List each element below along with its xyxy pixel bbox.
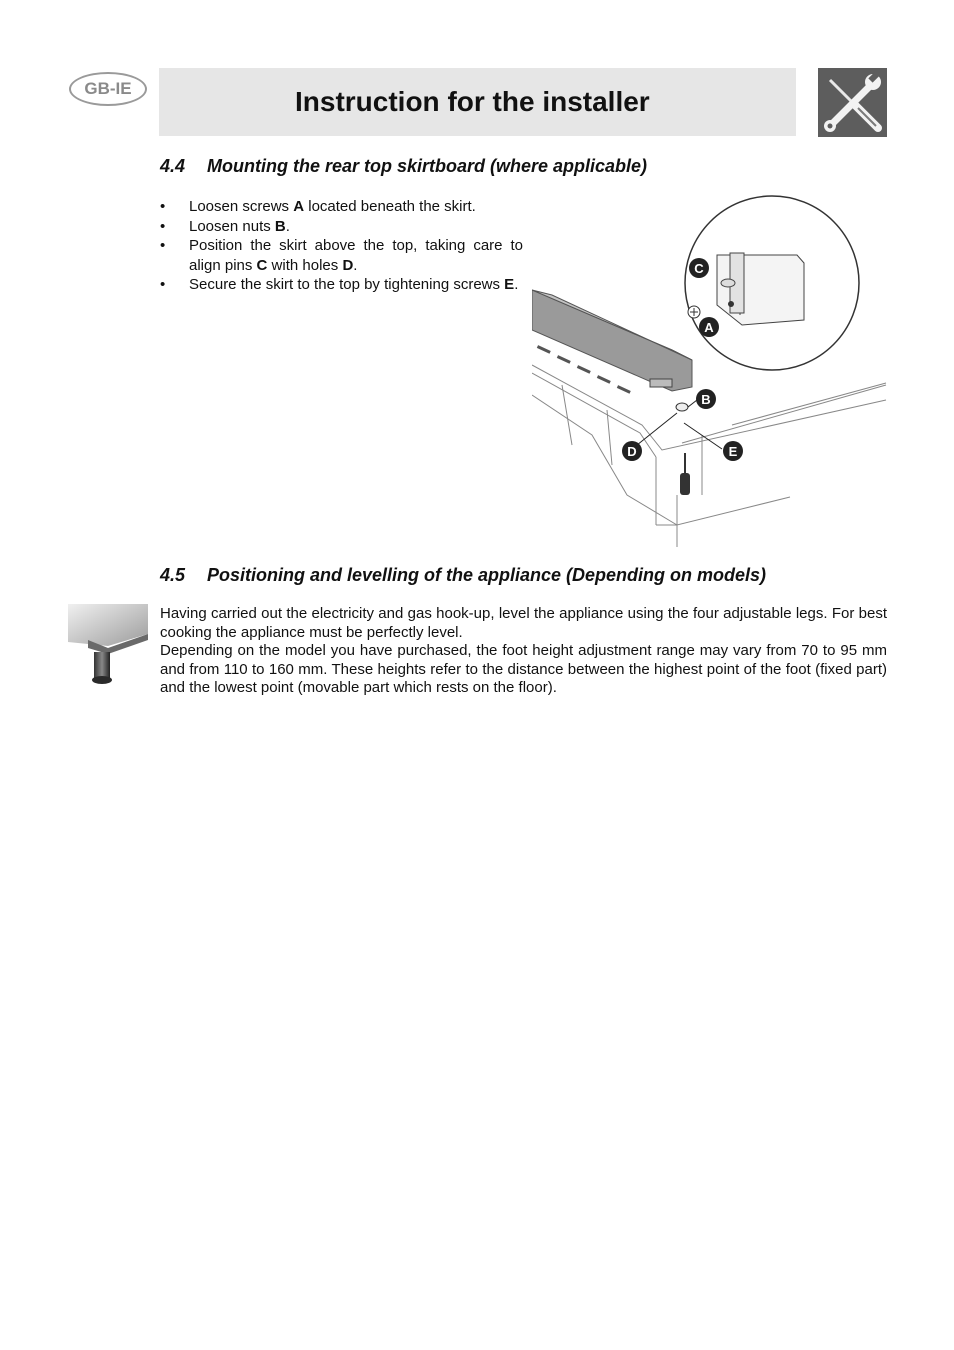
instruction-list [160, 197, 523, 295]
adjustable-leg-image [68, 604, 148, 686]
skirtboard-diagram [532, 195, 888, 547]
section-number: 4.5 [160, 565, 186, 585]
section-4-5-heading [160, 565, 766, 586]
figure-label-a: A [704, 320, 714, 335]
levelling-paragraph [160, 605, 887, 698]
tools-icon [818, 68, 887, 137]
list-item: • Secure the skirt to the top by tightening screws E. [160, 275, 523, 295]
figure-label-b: B [701, 392, 711, 407]
section-title: Mounting the rear top skirtboard (where applicable) [207, 156, 648, 176]
paragraph-2: Depending on the model you have purchased, the foot height adjustment range may vary from 70 to 95 mm and from 110 to 160 mm. These heights refer to the distance between the highest point of the foot (fixed part) and the lowest point (movable part which rests on the floor). [160, 642, 887, 697]
list-item: • Loosen nuts B. [160, 217, 523, 237]
language-badge: GB-IE [69, 72, 147, 106]
figure-label-e: E [728, 444, 738, 459]
section-number: 4.4 [160, 156, 186, 176]
list-item: • Position the skirt above the top, taking care to align pins C with holes D. [160, 236, 523, 275]
section-4-4-heading [160, 156, 647, 177]
figure-label-d: D [627, 444, 637, 459]
section-title: Positioning and levelling of the appliance (Depending on models) [207, 565, 767, 585]
figure-label-c: C [694, 261, 704, 276]
page-title: Instruction for the installer [295, 86, 650, 117]
header-bar [159, 68, 796, 136]
paragraph-1: Having carried out the electricity and gas hook-up, level the appliance using the four adjustable legs. For best cooking the appliance must be perfectly level. [160, 605, 887, 641]
list-item: • Loosen screws A located beneath the skirt. [160, 197, 523, 217]
